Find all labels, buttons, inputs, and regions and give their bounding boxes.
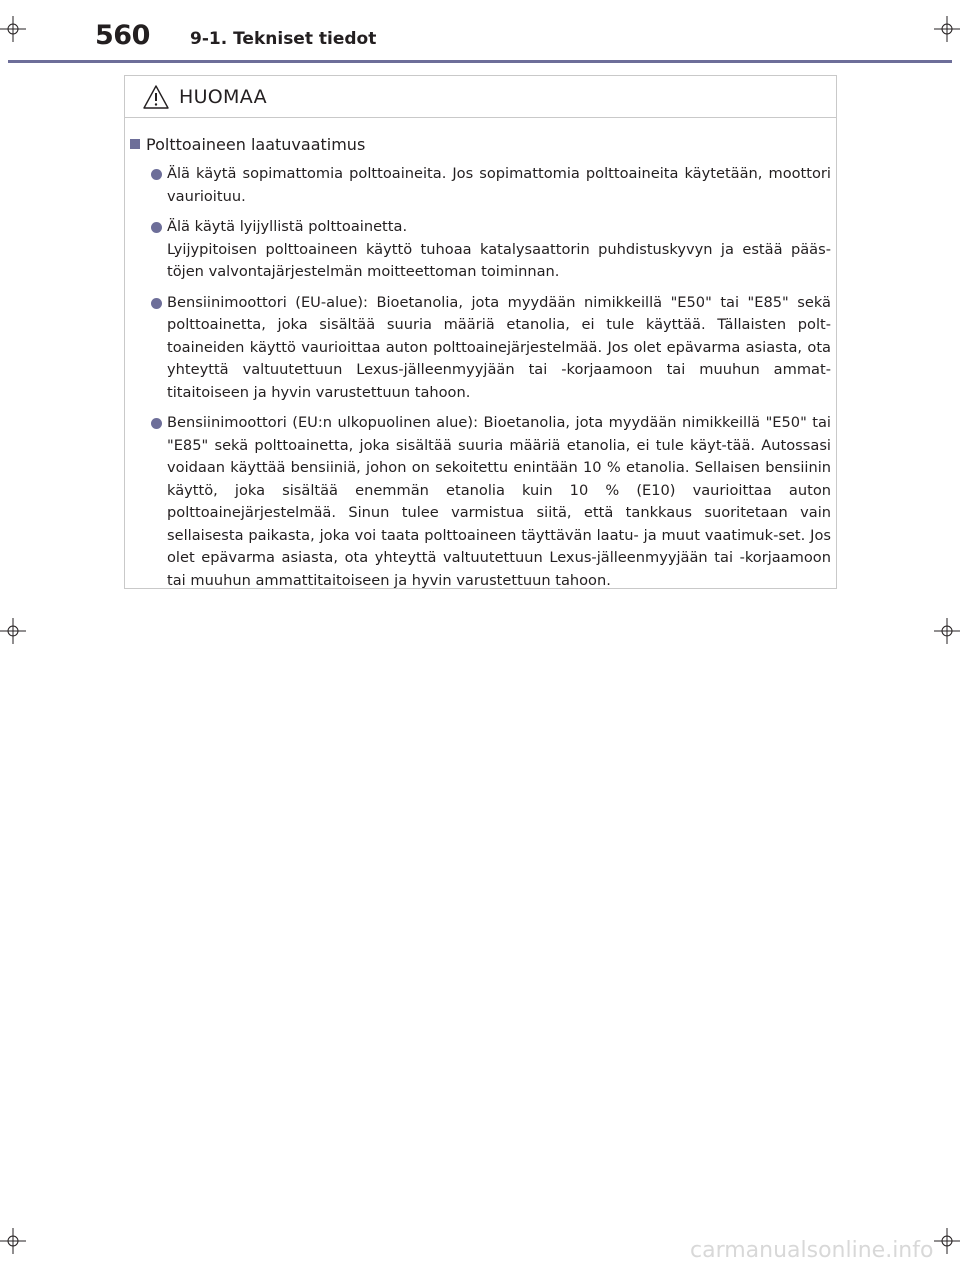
crop-mark-top-right	[934, 16, 960, 42]
caution-list	[131, 163, 831, 600]
crop-mark-middle-right	[934, 618, 960, 644]
list-item-text: Älä käytä sopimattomia polttoaineita. Jos sopimattomia polttoaineita käytetään, moottori vaurioituu.	[167, 165, 831, 205]
bullet-dot-icon	[151, 418, 162, 429]
caution-topic-label: Polttoaineen laatuvaatimus	[146, 135, 366, 154]
caution-topic	[130, 135, 830, 154]
list-item-text: Bensiinimoottori (EU:n ulkopuolinen alue): Bioetanolia, jota myydään nimikkeillä "E50" tai "E85" sekä polttoainetta, joka sisältää suuria määriä etanolia, ei tule käyt-tää. Autossasi voidaan käyttää bensiiniä, johon on sekoitettu enintään 10 % etanolia. Sellaisen bensiinin käyttö, joka sisältää enemmän etanolia kuin 10 % (E10) vaurioittaa auton polttoainejärjestelmää. Sinun tulee varmistua siitä, että tankkaus suoritetaan vain sellaisesta paikasta, joka voi taata polttoaineen täyttävän laatu- ja muut vaatimuk-set. Jos olet epävarma asiasta, ota yhteyttä valtuutettuun Lexus-jälleenmyyjään tai -korjaamoon tai muuhun ammattitaitoiseen ja hyvin varustettuun tahoon.	[167, 414, 831, 589]
list-item-text: Lyijypitoisen polttoaineen käyttö tuhoaa katalysaattorin puhdistuskyvyn ja estää pääs-töjen valvontajärjestelmän moitteettoman toiminnan.	[167, 240, 831, 280]
warning-triangle-icon	[142, 84, 170, 115]
list-item	[131, 292, 831, 405]
svg-text:carmanualsonline.info: carmanualsonline.info	[690, 1238, 934, 1263]
bullet-dot-icon	[151, 298, 162, 309]
list-item	[131, 163, 831, 208]
square-bullet-icon	[130, 139, 140, 149]
caution-header	[125, 76, 836, 118]
bullet-dot-icon	[151, 169, 162, 180]
list-item	[131, 216, 831, 284]
caution-box	[124, 75, 837, 589]
crop-mark-bottom-left	[0, 1228, 26, 1254]
page-number: 560	[95, 20, 150, 51]
watermark-logo	[690, 1232, 960, 1271]
caution-title: HUOMAA	[179, 86, 267, 108]
list-item-text: Bensiinimoottori (EU-alue): Bioetanolia, jota myydään nimikkeillä "E50" tai "E85" sekä polttoainetta, joka sisältää suuria määriä etanolia, ei tule käyttää. Tällaisten polt-toaineiden käyttö vaurioittaa auton polttoainejärjestelmää. Jos olet epävarma asiasta, ota yhteyttä valtuutettuun Lexus-jälleenmyyjään tai -korjaamoon tai muuhun ammat-titaitoiseen ja hyvin varustettuun tahoon.	[167, 293, 831, 401]
bullet-dot-icon	[151, 222, 162, 233]
crop-mark-middle-left	[0, 618, 26, 644]
list-item	[131, 412, 831, 592]
header-rule	[8, 60, 952, 63]
list-item-text: Älä käytä lyijyllistä polttoainetta.	[167, 218, 408, 235]
crop-mark-top-left	[0, 16, 26, 42]
section-title: 9-1. Tekniset tiedot	[190, 29, 377, 49]
